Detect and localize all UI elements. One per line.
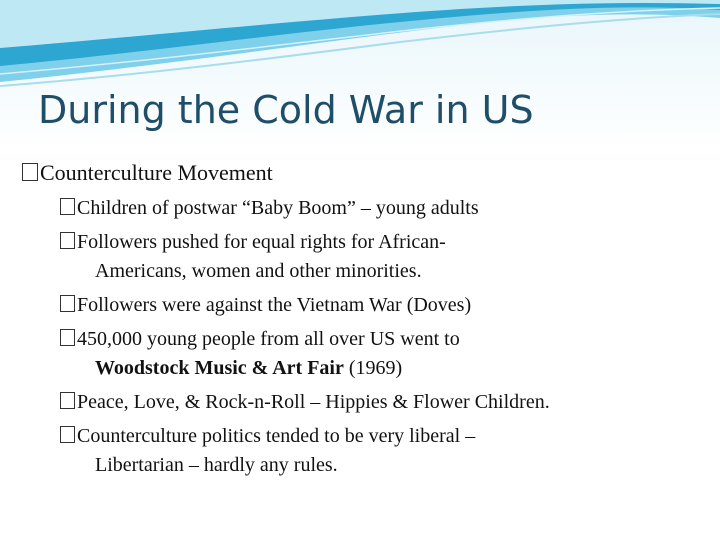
list-item xyxy=(60,231,446,254)
list-item xyxy=(60,425,475,448)
list-item-text: 450,000 young people from all over US went to xyxy=(77,328,460,350)
heading-text: Counterculture Movement xyxy=(40,160,273,185)
list-item-continuation xyxy=(95,260,422,283)
list-item-continuation xyxy=(95,454,338,477)
event-name: Woodstock Music & Art Fair xyxy=(95,357,344,379)
list-item-text: Counterculture politics tended to be very liberal – xyxy=(77,425,476,447)
list-item-text: Peace, Love, & Rock-n-Roll – Hippies & Flower Children. xyxy=(77,391,550,413)
list-item xyxy=(22,160,273,186)
list-item-text: Followers pushed for equal rights for African- xyxy=(77,231,446,253)
bullet-icon xyxy=(60,198,75,215)
bullet-icon xyxy=(60,295,75,312)
bullet-icon xyxy=(22,163,38,181)
page-title: During the Cold War in US xyxy=(38,88,534,132)
list-item xyxy=(60,391,550,414)
list-item-text: Americans, women and other minorities. xyxy=(95,260,422,282)
list-item xyxy=(60,197,479,220)
list-item-text: Libertarian – hardly any rules. xyxy=(95,454,338,476)
list-item-continuation xyxy=(95,357,402,380)
event-year: (1969) xyxy=(343,357,403,379)
bullet-icon xyxy=(60,392,75,409)
bullet-icon xyxy=(60,426,75,443)
list-item xyxy=(60,328,460,351)
list-item-text: Children of postwar “Baby Boom” – young adults xyxy=(77,197,479,219)
bullet-icon xyxy=(60,232,75,249)
bullet-icon xyxy=(60,329,75,346)
list-item-text: Followers were against the Vietnam War (Doves) xyxy=(77,294,472,316)
list-item xyxy=(60,294,471,317)
